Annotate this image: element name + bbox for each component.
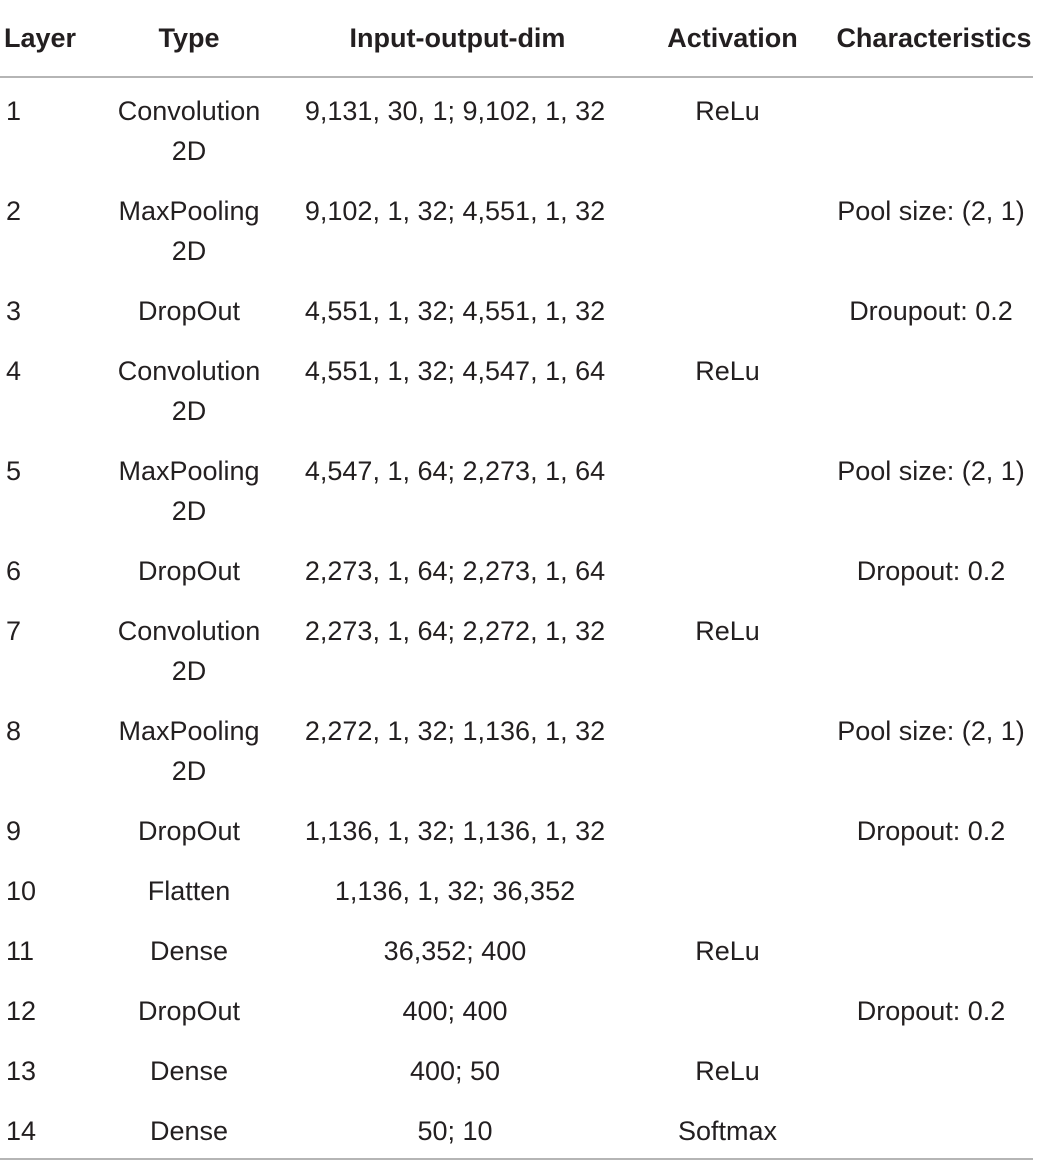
cell-characteristics: Dropout: 0.2	[856, 996, 1006, 1026]
cell-layer: 4	[6, 356, 22, 386]
cell-type	[90, 698, 300, 798]
cell-type-line1: MaxPooling	[118, 716, 260, 746]
cell-input-output-dim: 4,547, 1, 64; 2,273, 1, 64	[304, 456, 606, 486]
cell-activation	[640, 438, 815, 538]
cell-activation: ReLu	[695, 356, 760, 386]
header-row	[0, 0, 1033, 77]
cell-layer: 3	[6, 296, 22, 326]
cell-input-output-dim: 4,551, 1, 32; 4,547, 1, 64	[304, 356, 606, 386]
cell-type	[90, 538, 300, 598]
cell-activation	[640, 978, 815, 1038]
cell-type-line2: 2D	[171, 656, 207, 686]
table-row	[0, 338, 1033, 438]
cell-type-line2: 2D	[171, 756, 207, 786]
cell-activation	[640, 698, 815, 798]
cell-type-line1: Dense	[149, 1056, 229, 1086]
cell-characteristics: Pool size: (2, 1)	[837, 196, 1025, 226]
table-row	[0, 798, 1033, 858]
cell-activation: ReLu	[695, 96, 760, 126]
cell-characteristics: Dropout: 0.2	[856, 816, 1006, 846]
cell-input-output-dim: 9,102, 1, 32; 4,551, 1, 32	[304, 196, 606, 226]
header-layer: Layer	[0, 0, 90, 77]
table-row	[0, 178, 1033, 278]
cell-characteristics	[815, 858, 1033, 918]
cell-activation	[640, 858, 815, 918]
cell-characteristics	[815, 918, 1033, 978]
cell-input-output-dim: 400; 50	[409, 1056, 501, 1086]
cell-activation: ReLu	[695, 1056, 760, 1086]
table-row	[0, 438, 1033, 538]
cell-input-output-dim: 2,272, 1, 32; 1,136, 1, 32	[304, 716, 606, 746]
header-activation: Activation	[640, 0, 815, 77]
cell-activation	[640, 538, 815, 598]
cell-layer: 6	[6, 556, 22, 586]
cell-input-output-dim: 4,551, 1, 32; 4,551, 1, 32	[304, 296, 606, 326]
table-header	[0, 0, 1033, 77]
cell-type-line1: Convolution	[117, 616, 261, 646]
cell-characteristics: Droupout: 0.2	[849, 296, 1013, 326]
cell-type	[90, 598, 300, 698]
table-row	[0, 77, 1033, 178]
cell-layer: 10	[6, 876, 37, 906]
cell-type-line1: DropOut	[137, 816, 241, 846]
table-row	[0, 538, 1033, 598]
cell-layer: 7	[6, 616, 22, 646]
cell-layer: 12	[6, 996, 37, 1026]
cell-characteristics: Pool size: (2, 1)	[837, 716, 1025, 746]
cell-type	[90, 278, 300, 338]
table-row	[0, 598, 1033, 698]
cell-activation	[640, 278, 815, 338]
header-type: Type	[90, 0, 300, 77]
cell-characteristics	[815, 338, 1033, 438]
table-row	[0, 858, 1033, 918]
cell-type-line2: 2D	[171, 136, 207, 166]
cell-type-line1: Flatten	[147, 876, 231, 906]
table-row	[0, 978, 1033, 1038]
cell-input-output-dim: 50; 10	[300, 1098, 640, 1159]
cell-type-line1: MaxPooling	[118, 196, 260, 226]
cell-type-line1: DropOut	[137, 996, 241, 1026]
table-row	[0, 698, 1033, 798]
cell-layer: 14	[0, 1098, 90, 1159]
cell-type-line1: DropOut	[137, 556, 241, 586]
cell-characteristics	[815, 77, 1033, 178]
cell-type-line1: Convolution	[117, 356, 261, 386]
cell-input-output-dim: 400; 400	[402, 996, 508, 1026]
table-row	[0, 1038, 1033, 1098]
cell-layer: 11	[6, 936, 35, 966]
table-row	[0, 278, 1033, 338]
header-characteristics: Characteristics	[815, 0, 1033, 77]
cell-type-line2: 2D	[171, 236, 207, 266]
table-row	[0, 1098, 1033, 1159]
cell-type	[90, 438, 300, 538]
cell-type-line1: Convolution	[117, 96, 261, 126]
cell-layer: 2	[6, 196, 22, 226]
cell-input-output-dim: 1,136, 1, 32; 1,136, 1, 32	[304, 816, 606, 846]
table-row	[0, 918, 1033, 978]
header-input-output-dim: Input-output-dim	[300, 0, 640, 77]
cell-input-output-dim: 36,352; 400	[383, 936, 527, 966]
cell-type	[90, 1038, 300, 1098]
cell-type	[90, 338, 300, 438]
cell-characteristics	[815, 1038, 1033, 1098]
cell-type	[90, 178, 300, 278]
cell-type-line2: 2D	[171, 496, 207, 526]
cell-characteristics: Dropout: 0.2	[856, 556, 1006, 586]
cell-type-line1: Dense	[149, 936, 229, 966]
cell-type	[90, 918, 300, 978]
table-body	[0, 77, 1033, 1159]
cell-layer: 5	[6, 456, 22, 486]
cell-type	[90, 1098, 300, 1159]
cell-layer: 1	[6, 96, 22, 126]
cell-input-output-dim: 2,273, 1, 64; 2,273, 1, 64	[304, 556, 606, 586]
cell-type-line2: 2D	[171, 396, 207, 426]
cell-input-output-dim: 2,273, 1, 64; 2,272, 1, 32	[304, 616, 606, 646]
cell-type	[90, 978, 300, 1038]
cell-activation	[640, 178, 815, 278]
cell-type-line1: MaxPooling	[118, 456, 260, 486]
cell-characteristics	[815, 1098, 1033, 1159]
cell-type	[90, 77, 300, 178]
cell-layer: 9	[6, 816, 22, 846]
cell-activation: ReLu	[695, 616, 760, 646]
cell-activation	[640, 798, 815, 858]
cell-characteristics	[815, 598, 1033, 698]
cell-layer: 8	[6, 716, 22, 746]
cell-layer: 13	[6, 1056, 37, 1086]
cell-type	[90, 798, 300, 858]
cell-activation: Softmax	[640, 1098, 815, 1159]
cell-characteristics: Pool size: (2, 1)	[837, 456, 1025, 486]
cell-type-line1: Dense	[149, 1116, 229, 1146]
cell-input-output-dim: 9,131, 30, 1; 9,102, 1, 32	[304, 96, 606, 126]
cell-type	[90, 858, 300, 918]
cell-input-output-dim: 1,136, 1, 32; 36,352	[334, 876, 576, 906]
cell-type-line1: DropOut	[137, 296, 241, 326]
cell-activation: ReLu	[695, 936, 760, 966]
